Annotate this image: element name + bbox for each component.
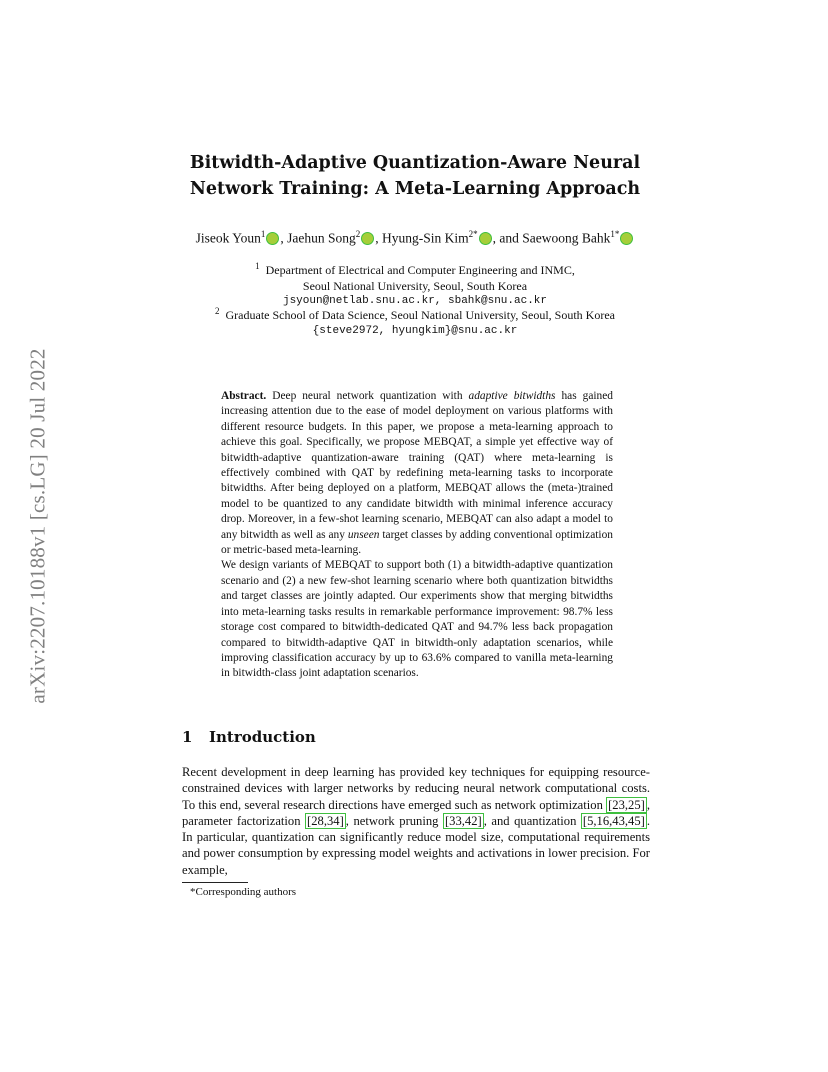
author-list xyxy=(150,229,680,247)
author-name: Hyung-Sin Kim xyxy=(382,230,469,246)
abstract-text: target classes by adding conventional optimization or metric-based meta-learning. xyxy=(221,528,613,557)
paper-title xyxy=(150,150,680,202)
affiliation-line: Graduate School of Data Science, Seoul National University, Seoul, South Korea xyxy=(225,308,615,322)
author-mark: 1* xyxy=(610,229,620,239)
author-separator: , xyxy=(375,230,382,246)
affiliation-1 xyxy=(150,259,680,310)
affiliation-emails[interactable]: jsyoun@netlab.snu.ac.kr, sbahk@snu.ac.kr xyxy=(282,295,548,307)
author-separator: , and xyxy=(492,230,523,246)
author-mark: 1 xyxy=(260,229,266,239)
citation-link[interactable]: [5,16,43,45] xyxy=(582,813,645,828)
author-name: Saewoong Bahk xyxy=(522,230,611,246)
body-text: Recent development in deep learning has provided key techniques for equipping resource-constrained devices with larger networks by reducing neural network computational costs. To this end, several research directions have emerged such as network optimization xyxy=(182,765,650,812)
abstract-text: Deep neural network quantization with xyxy=(266,390,469,402)
section-number: 1 xyxy=(182,728,193,746)
orcid-icon[interactable] xyxy=(479,232,492,245)
affiliation-mark: 1 xyxy=(255,261,260,271)
abstract xyxy=(221,389,613,682)
section-heading xyxy=(182,728,316,746)
citation-link[interactable]: [28,34] xyxy=(307,813,344,828)
arxiv-identifier: arXiv:2207.10188v1 [cs.LG] 20 Jul 2022 xyxy=(25,348,50,704)
title-line-2: Network Training: A Meta-Learning Approach xyxy=(189,179,641,199)
body-text: . In particular, quantization can significantly reduce model size, computational requirements and power consumption by expressing model weights and activations in lower precision. For example, xyxy=(182,813,650,877)
abstract-paragraph-2: We design variants of MEBQAT to support both (1) a bitwidth-adaptive quantization scenario and (2) a new few-shot learning scenario where both quantization bitwidths and target classes are jointly adapted. Our experiments show that merging bitwidths into meta-learning tasks results in remarkable performance improvement: 98.7% less storage cost compared to bitwidth-dedicated QAT and 94.7% less back propagation compared to bitwidth-adaptive QAT in bitwidth-only adaptation scenarios, while improving classification accuracy by up to 63.6% compared to vanilla meta-learning in bitwidth-class joint adaptation scenarios. xyxy=(221,559,613,680)
body-text: , parameter factorization xyxy=(182,797,650,828)
citation-link[interactable]: [23,25] xyxy=(608,797,645,812)
abstract-emphasis: adaptive bitwidths xyxy=(468,390,556,402)
footnote-rule xyxy=(182,882,248,883)
affiliation-emails[interactable]: {steve2972, hyungkim}@snu.ac.kr xyxy=(312,324,518,337)
orcid-icon[interactable] xyxy=(266,232,279,245)
author-mark: 2* xyxy=(468,229,478,239)
section-title: Introduction xyxy=(209,728,316,746)
affiliation-line: Seoul National University, Seoul, South Korea xyxy=(302,278,528,293)
body-text: , network pruning xyxy=(345,813,443,828)
affiliation-2 xyxy=(150,304,680,339)
orcid-icon[interactable] xyxy=(361,232,374,245)
author-name: Jiseok Youn xyxy=(195,230,261,246)
footnote: *Corresponding authors xyxy=(190,886,297,898)
arxiv-sidebar xyxy=(24,292,52,760)
citation-link[interactable]: [33,42] xyxy=(444,813,482,828)
abstract-emphasis: unseen xyxy=(347,528,380,541)
body-text: , and quantization xyxy=(483,813,581,828)
intro-paragraph xyxy=(182,764,650,878)
abstract-text: has gained increasing attention due to the ease of model deployment on various platforms with different resource budgets. In this paper, we propose a meta-learning approach to achieve this goal. Specifically, we propose MEBQAT, a simple yet effective way of bitwidth-adaptive quantization-aware training (QAT) where meta-learning is effectively combined with QAT by redefining meta-learning tasks to incorporate bitwidths. After being deployed on a platform, MEBQAT allows the (meta-)trained model to be quantized to any candidate bitwidth with minimal inference accuracy drop. Moreover, in a few-shot learning scenario, MEBQAT can also adapt a model to any bitwidth as well as any xyxy=(221,390,613,541)
affiliation-line: Department of Electrical and Computer Engineering and INMC, xyxy=(265,263,575,277)
author-name: Jaehun Song xyxy=(287,230,356,246)
affiliation-mark: 2 xyxy=(215,306,220,316)
author-mark: 2 xyxy=(355,229,361,239)
title-line-1: Bitwidth-Adaptive Quantization-Aware Neural xyxy=(189,153,641,173)
orcid-icon[interactable] xyxy=(620,232,633,245)
abstract-paragraph-1 xyxy=(221,389,613,558)
author-separator: , xyxy=(280,230,288,246)
abstract-label: Abstract. xyxy=(221,390,267,402)
